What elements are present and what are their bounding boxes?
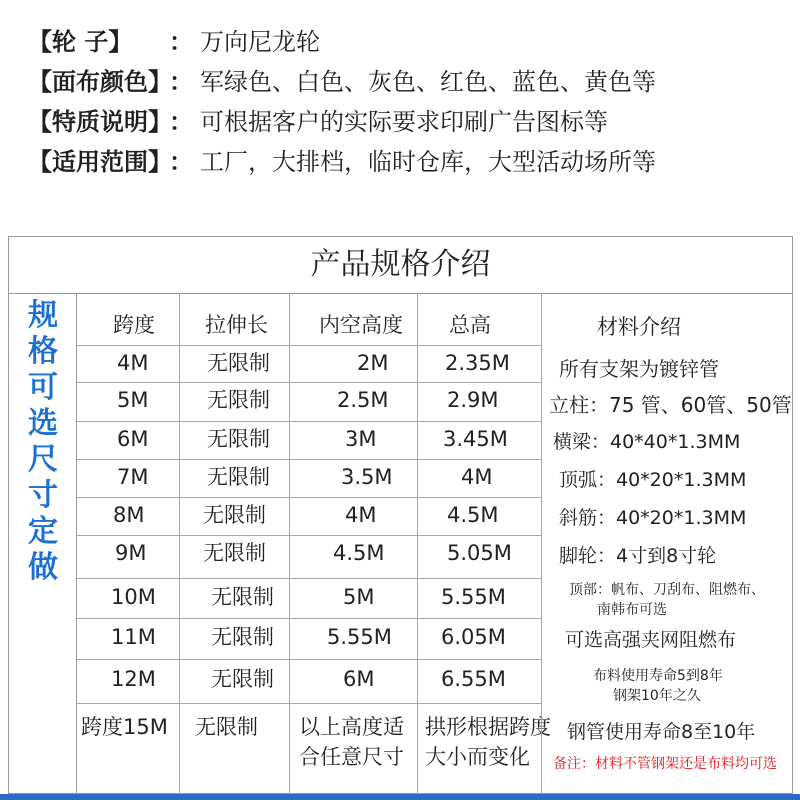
cell-total-note-2: 大小而变化 [425, 745, 530, 769]
row-divider [77, 659, 542, 660]
row-divider [77, 535, 542, 536]
cell-total-height: 6.55M [441, 667, 506, 691]
cell-inner-height: 5.55M [327, 625, 392, 649]
header-total-height: 总高 [449, 313, 491, 337]
materials-item: 顶部：帆布、刀刮布、阻燃布、 [569, 582, 765, 598]
header-stretch: 拉伸长 [205, 313, 268, 337]
info-row-color [28, 62, 656, 102]
cell-span: 9M [115, 541, 147, 565]
col-divider [417, 293, 418, 795]
row-divider [77, 345, 542, 346]
vertical-char: 定 [28, 514, 58, 549]
info-colon: ： [169, 68, 193, 96]
vertical-char: 寸 [28, 478, 58, 513]
info-row-feature [28, 102, 656, 142]
cell-span: 4M [117, 351, 149, 375]
cell-span: 7M [117, 465, 149, 489]
cell-stretch: 无限制 [207, 427, 270, 451]
materials-item: 可选高强夹网阻燃布 [565, 629, 737, 651]
cell-total-height: 4.5M [447, 503, 499, 527]
cell-inner-height: 3M [345, 427, 377, 451]
cell-stretch: 无限制 [211, 667, 274, 691]
vertical-char: 尺 [28, 442, 58, 477]
vertical-label [9, 293, 77, 795]
materials-column [545, 293, 794, 795]
materials-item: 斜筋：40*20*1.3MM [559, 507, 747, 529]
cell-stretch: 无限制 [203, 541, 266, 565]
materials-item: 南韩布可选 [597, 602, 667, 618]
info-value: 可根据客户的实际要求印刷广告图标等 [200, 108, 608, 136]
row-divider [77, 578, 542, 579]
materials-item: 横梁：40*40*1.3MM [553, 431, 741, 453]
info-colon: ： [169, 28, 193, 56]
col-divider [179, 293, 180, 795]
cell-inner-note-2: 合任意尺寸 [299, 745, 404, 769]
cell-total-height: 6.05M [441, 625, 506, 649]
materials-header: 材料介绍 [597, 315, 681, 339]
info-key: 【轮 子】 [28, 28, 133, 56]
cell-total-height: 4M [461, 465, 493, 489]
cell-inner-height: 4M [345, 503, 377, 527]
row-divider [77, 703, 542, 704]
cell-inner-height: 5M [343, 585, 375, 609]
cell-total-height: 2.35M [445, 351, 510, 375]
cell-span: 8M [113, 503, 145, 527]
materials-item: 脚轮：4寸到8寸轮 [559, 545, 717, 567]
info-row-scope [28, 142, 656, 182]
info-key: 【特质说明】 [28, 108, 172, 136]
materials-item: 立柱：75 管、60管、50管 [549, 393, 792, 417]
materials-item: 所有支架为镀锌管 [559, 357, 719, 381]
cell-stretch: 无限制 [195, 715, 258, 739]
cell-stretch: 无限制 [203, 503, 266, 527]
header-inner-height: 内空高度 [319, 313, 403, 337]
materials-item: 布料使用寿命5到8年 [593, 668, 723, 684]
spec-grid [77, 293, 551, 795]
spec-title: 产品规格介绍 [9, 237, 792, 294]
info-value: 工厂，大排档，临时仓库，大型活动场所等 [200, 148, 656, 176]
cell-stretch: 无限制 [207, 351, 270, 375]
spec-table [8, 236, 793, 794]
row-divider [77, 421, 542, 422]
col-divider [541, 293, 542, 795]
materials-note: 备注：材料不管钢架还是布料均可选 [553, 756, 777, 772]
col-divider [289, 293, 290, 795]
row-divider [77, 459, 542, 460]
vertical-char: 格 [28, 334, 58, 369]
materials-item: 顶弧：40*20*1.3MM [559, 469, 747, 491]
cell-span: 6M [117, 427, 149, 451]
cell-inner-height: 4.5M [333, 541, 385, 565]
row-divider [77, 497, 542, 498]
cell-stretch: 无限制 [207, 465, 270, 489]
cell-inner-note-1: 以上高度适 [299, 715, 404, 739]
cell-inner-height: 2.5M [337, 388, 389, 412]
cell-stretch: 无限制 [211, 625, 274, 649]
cell-total-height: 3.45M [443, 427, 508, 451]
row-divider [77, 618, 542, 619]
cell-inner-height: 2M [357, 351, 389, 375]
bottom-accent-bar [0, 794, 800, 800]
cell-stretch: 无限制 [207, 388, 270, 412]
cell-span: 11M [111, 625, 156, 649]
vertical-char: 可 [28, 370, 58, 405]
row-divider [77, 382, 542, 383]
cell-total-height: 5.55M [441, 585, 506, 609]
info-key: 【适用范围】 [28, 148, 172, 176]
product-info [28, 22, 656, 182]
vertical-char: 做 [28, 550, 58, 585]
cell-span: 10M [111, 585, 156, 609]
info-key: 【面布颜色】 [28, 68, 172, 96]
cell-span: 12M [111, 667, 156, 691]
cell-stretch: 无限制 [211, 585, 274, 609]
header-span: 跨度 [113, 313, 155, 337]
vertical-char: 规 [28, 298, 58, 333]
cell-total-height: 2.9M [447, 388, 499, 412]
cell-total-height: 5.05M [447, 541, 512, 565]
materials-item: 钢管使用寿命8至10年 [567, 721, 756, 743]
cell-total-note-1: 拱形根据跨度 [425, 715, 551, 739]
info-row-wheel [28, 22, 656, 62]
cell-span: 5M [117, 388, 149, 412]
cell-span-15m: 跨度15M [81, 715, 168, 739]
info-colon: ： [169, 108, 193, 136]
vertical-char: 选 [28, 406, 58, 441]
info-value: 军绿色、白色、灰色、红色、蓝色、黄色等 [200, 68, 656, 96]
cell-inner-height: 3.5M [341, 465, 393, 489]
info-value: 万向尼龙轮 [200, 28, 320, 56]
cell-inner-height: 6M [343, 667, 375, 691]
materials-item: 钢架10年之久 [613, 688, 701, 704]
info-colon: ： [169, 148, 193, 176]
